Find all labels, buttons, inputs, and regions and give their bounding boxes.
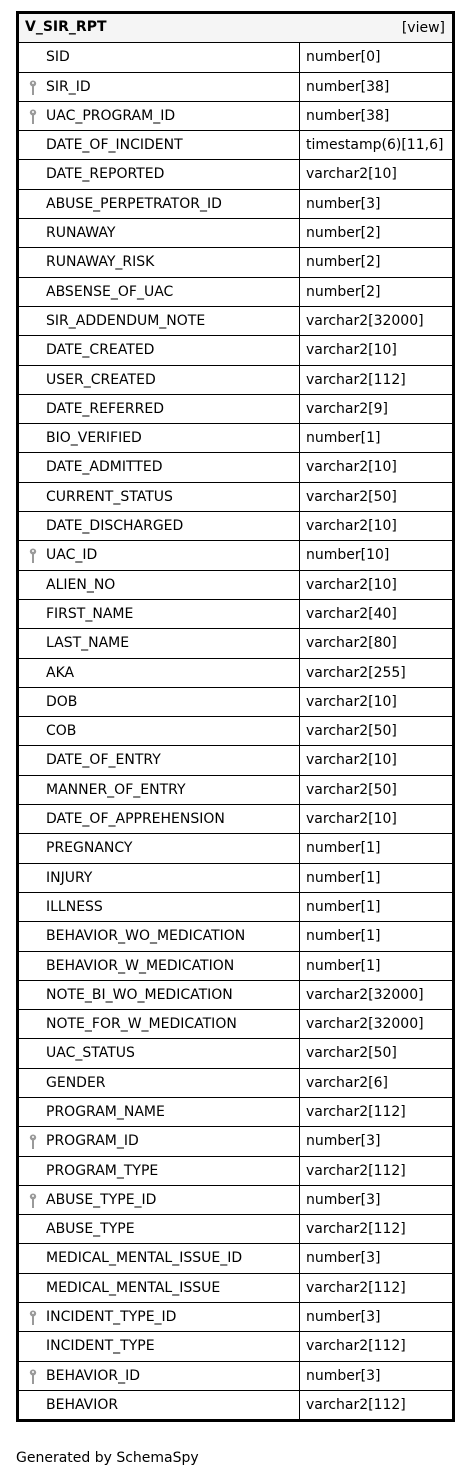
column-name (19, 1127, 300, 1155)
table-row (19, 512, 452, 541)
column-name (19, 73, 300, 101)
column-type: varchar2[255] (306, 664, 406, 681)
column-name: COB (19, 717, 300, 745)
column-name: FIRST_NAME (19, 600, 300, 628)
column-type: varchar2[112] (306, 371, 406, 388)
column-type: number[3] (306, 1133, 381, 1150)
column-name (19, 1186, 300, 1214)
column-name: DATE_CREATED (19, 336, 300, 364)
column-type: number[1] (306, 430, 381, 447)
column-type: number[1] (306, 898, 381, 915)
column-name: ALIEN_NO (19, 571, 300, 599)
column-type: varchar2[112] (306, 1221, 406, 1238)
column-type: varchar2[50] (306, 723, 397, 740)
table-row (19, 160, 452, 189)
column-type: number[3] (306, 1250, 381, 1267)
column-name-label: UAC_PROGRAM_ID (46, 107, 176, 124)
column-name: DATE_OF_APPREHENSION (19, 805, 300, 833)
column-name: ABSENSE_OF_UAC (19, 278, 300, 306)
table-row (19, 1069, 452, 1098)
table-row (19, 1215, 452, 1244)
table-row (19, 805, 452, 834)
table-row (19, 922, 452, 951)
table-row (19, 600, 452, 629)
column-name: MANNER_OF_ENTRY (19, 776, 300, 804)
column-name-label: PROGRAM_ID (46, 1133, 139, 1150)
column-name (19, 1362, 300, 1390)
column-type: number[1] (306, 928, 381, 945)
column-type: varchar2[10] (306, 576, 397, 593)
column-type: varchar2[32000] (306, 1016, 424, 1033)
table-row (19, 981, 452, 1010)
column-name: ABUSE_PERPETRATOR_ID (19, 190, 300, 218)
table-row (19, 776, 452, 805)
column-type: varchar2[112] (306, 1103, 406, 1120)
column-name (19, 541, 300, 569)
column-type: number[3] (306, 1309, 381, 1326)
table-row (19, 1186, 452, 1215)
column-type: number[38] (306, 78, 390, 95)
table-row (19, 1039, 452, 1068)
column-type: number[10] (306, 547, 390, 564)
column-type: varchar2[112] (306, 1338, 406, 1355)
column-name: ILLNESS (19, 893, 300, 921)
column-name: DOB (19, 688, 300, 716)
column-type: number[3] (306, 195, 381, 212)
column-type: varchar2[50] (306, 488, 397, 505)
column-name: DATE_REPORTED (19, 160, 300, 188)
column-name: PROGRAM_TYPE (19, 1157, 300, 1185)
column-name: BEHAVIOR_W_MEDICATION (19, 952, 300, 980)
column-type: varchar2[9] (306, 400, 388, 417)
key-icon (28, 109, 38, 125)
table-row (19, 1244, 452, 1273)
key-icon (28, 1134, 38, 1150)
key-icon (28, 548, 38, 564)
table-row (19, 424, 452, 453)
column-name: MEDICAL_MENTAL_ISSUE (19, 1274, 300, 1302)
column-type: number[2] (306, 225, 381, 242)
table-row (19, 834, 452, 863)
column-name: USER_CREATED (19, 366, 300, 394)
column-name: INJURY (19, 864, 300, 892)
column-name: DATE_REFERRED (19, 395, 300, 423)
table-row (19, 688, 452, 717)
column-type: number[3] (306, 1367, 381, 1384)
table-row (19, 336, 452, 365)
key-icon (28, 1310, 38, 1326)
table-row (19, 1010, 452, 1039)
table-row (19, 43, 452, 72)
column-name: SIR_ADDENDUM_NOTE (19, 307, 300, 335)
table-row (19, 366, 452, 395)
column-type: number[0] (306, 49, 381, 66)
column-name: ABUSE_TYPE (19, 1215, 300, 1243)
column-name-label: INCIDENT_TYPE_ID (46, 1309, 177, 1326)
column-type: varchar2[50] (306, 1045, 397, 1062)
table-row (19, 1098, 452, 1127)
table-row (19, 893, 452, 922)
table-row (19, 395, 452, 424)
column-name: INCIDENT_TYPE (19, 1332, 300, 1360)
column-type: number[1] (306, 869, 381, 886)
generated-by-footer: Generated by SchemaSpy (16, 1450, 199, 1466)
table-row (19, 248, 452, 277)
column-type: varchar2[10] (306, 166, 397, 183)
column-type: number[38] (306, 107, 390, 124)
column-type: number[1] (306, 840, 381, 857)
key-icon (28, 80, 38, 96)
column-name: DATE_OF_INCIDENT (19, 131, 300, 159)
table-row (19, 717, 452, 746)
column-name-label: SIR_ID (46, 78, 91, 95)
column-name: NOTE_FOR_W_MEDICATION (19, 1010, 300, 1038)
table-name: V_SIR_RPT (25, 19, 107, 35)
column-type: varchar2[10] (306, 459, 397, 476)
column-name: RUNAWAY (19, 219, 300, 247)
table-row (19, 1127, 452, 1156)
table-row (19, 1157, 452, 1186)
column-name: RUNAWAY_RISK (19, 248, 300, 276)
column-type: varchar2[80] (306, 635, 397, 652)
table-row (19, 629, 452, 658)
column-type: varchar2[32000] (306, 986, 424, 1003)
table-row (19, 483, 452, 512)
column-name: BEHAVIOR (19, 1391, 300, 1420)
column-name-label: BEHAVIOR_ID (46, 1367, 141, 1384)
column-type: varchar2[10] (306, 811, 397, 828)
column-name: UAC_STATUS (19, 1039, 300, 1067)
column-type: varchar2[50] (306, 781, 397, 798)
column-name: DATE_DISCHARGED (19, 512, 300, 540)
column-type: varchar2[6] (306, 1074, 388, 1091)
column-name: GENDER (19, 1069, 300, 1097)
column-name: NOTE_BI_WO_MEDICATION (19, 981, 300, 1009)
table-row (19, 219, 452, 248)
column-type: varchar2[112] (306, 1396, 406, 1413)
key-icon (28, 1369, 38, 1385)
column-name (19, 1303, 300, 1331)
table-row (19, 453, 452, 482)
column-name: DATE_OF_ENTRY (19, 746, 300, 774)
column-type: varchar2[10] (306, 518, 397, 535)
table-row (19, 1303, 452, 1332)
table-row (19, 1362, 452, 1391)
column-type: number[2] (306, 254, 381, 271)
column-type: number[2] (306, 283, 381, 300)
table-row (19, 659, 452, 688)
table-row (19, 571, 452, 600)
column-type: varchar2[112] (306, 1162, 406, 1179)
table-row (19, 1274, 452, 1303)
table-row (19, 190, 452, 219)
column-type: varchar2[10] (306, 752, 397, 769)
column-type: number[1] (306, 957, 381, 974)
column-type: varchar2[10] (306, 693, 397, 710)
table-row (19, 131, 452, 160)
column-list (19, 43, 452, 1420)
column-name: PROGRAM_NAME (19, 1098, 300, 1126)
table-kind-label: [view] (401, 20, 445, 36)
column-type: number[3] (306, 1191, 381, 1208)
table-row (19, 73, 452, 102)
column-name: AKA (19, 659, 300, 687)
table-row (19, 278, 452, 307)
column-name: CURRENT_STATUS (19, 483, 300, 511)
column-name: LAST_NAME (19, 629, 300, 657)
table-row (19, 307, 452, 336)
column-type: varchar2[112] (306, 1279, 406, 1296)
column-name: DATE_ADMITTED (19, 453, 300, 481)
column-name: SID (19, 43, 300, 71)
column-type: varchar2[32000] (306, 312, 424, 329)
table-header (19, 14, 452, 43)
column-type: timestamp(6)[11,6] (306, 137, 444, 154)
table-row (19, 746, 452, 775)
column-type: varchar2[40] (306, 605, 397, 622)
table-row (19, 864, 452, 893)
table-row (19, 1391, 452, 1420)
table-row (19, 102, 452, 131)
column-name-label: ABUSE_TYPE_ID (46, 1191, 157, 1208)
column-name: PREGNANCY (19, 834, 300, 862)
key-icon (28, 1193, 38, 1209)
entity-table-v-sir-rpt (16, 11, 455, 1422)
table-row (19, 1332, 452, 1361)
column-type: varchar2[10] (306, 342, 397, 359)
table-row (19, 952, 452, 981)
column-name: MEDICAL_MENTAL_ISSUE_ID (19, 1244, 300, 1272)
column-name: BEHAVIOR_WO_MEDICATION (19, 922, 300, 950)
table-row (19, 541, 452, 570)
column-name (19, 102, 300, 130)
column-name: BIO_VERIFIED (19, 424, 300, 452)
column-name-label: UAC_ID (46, 547, 98, 564)
